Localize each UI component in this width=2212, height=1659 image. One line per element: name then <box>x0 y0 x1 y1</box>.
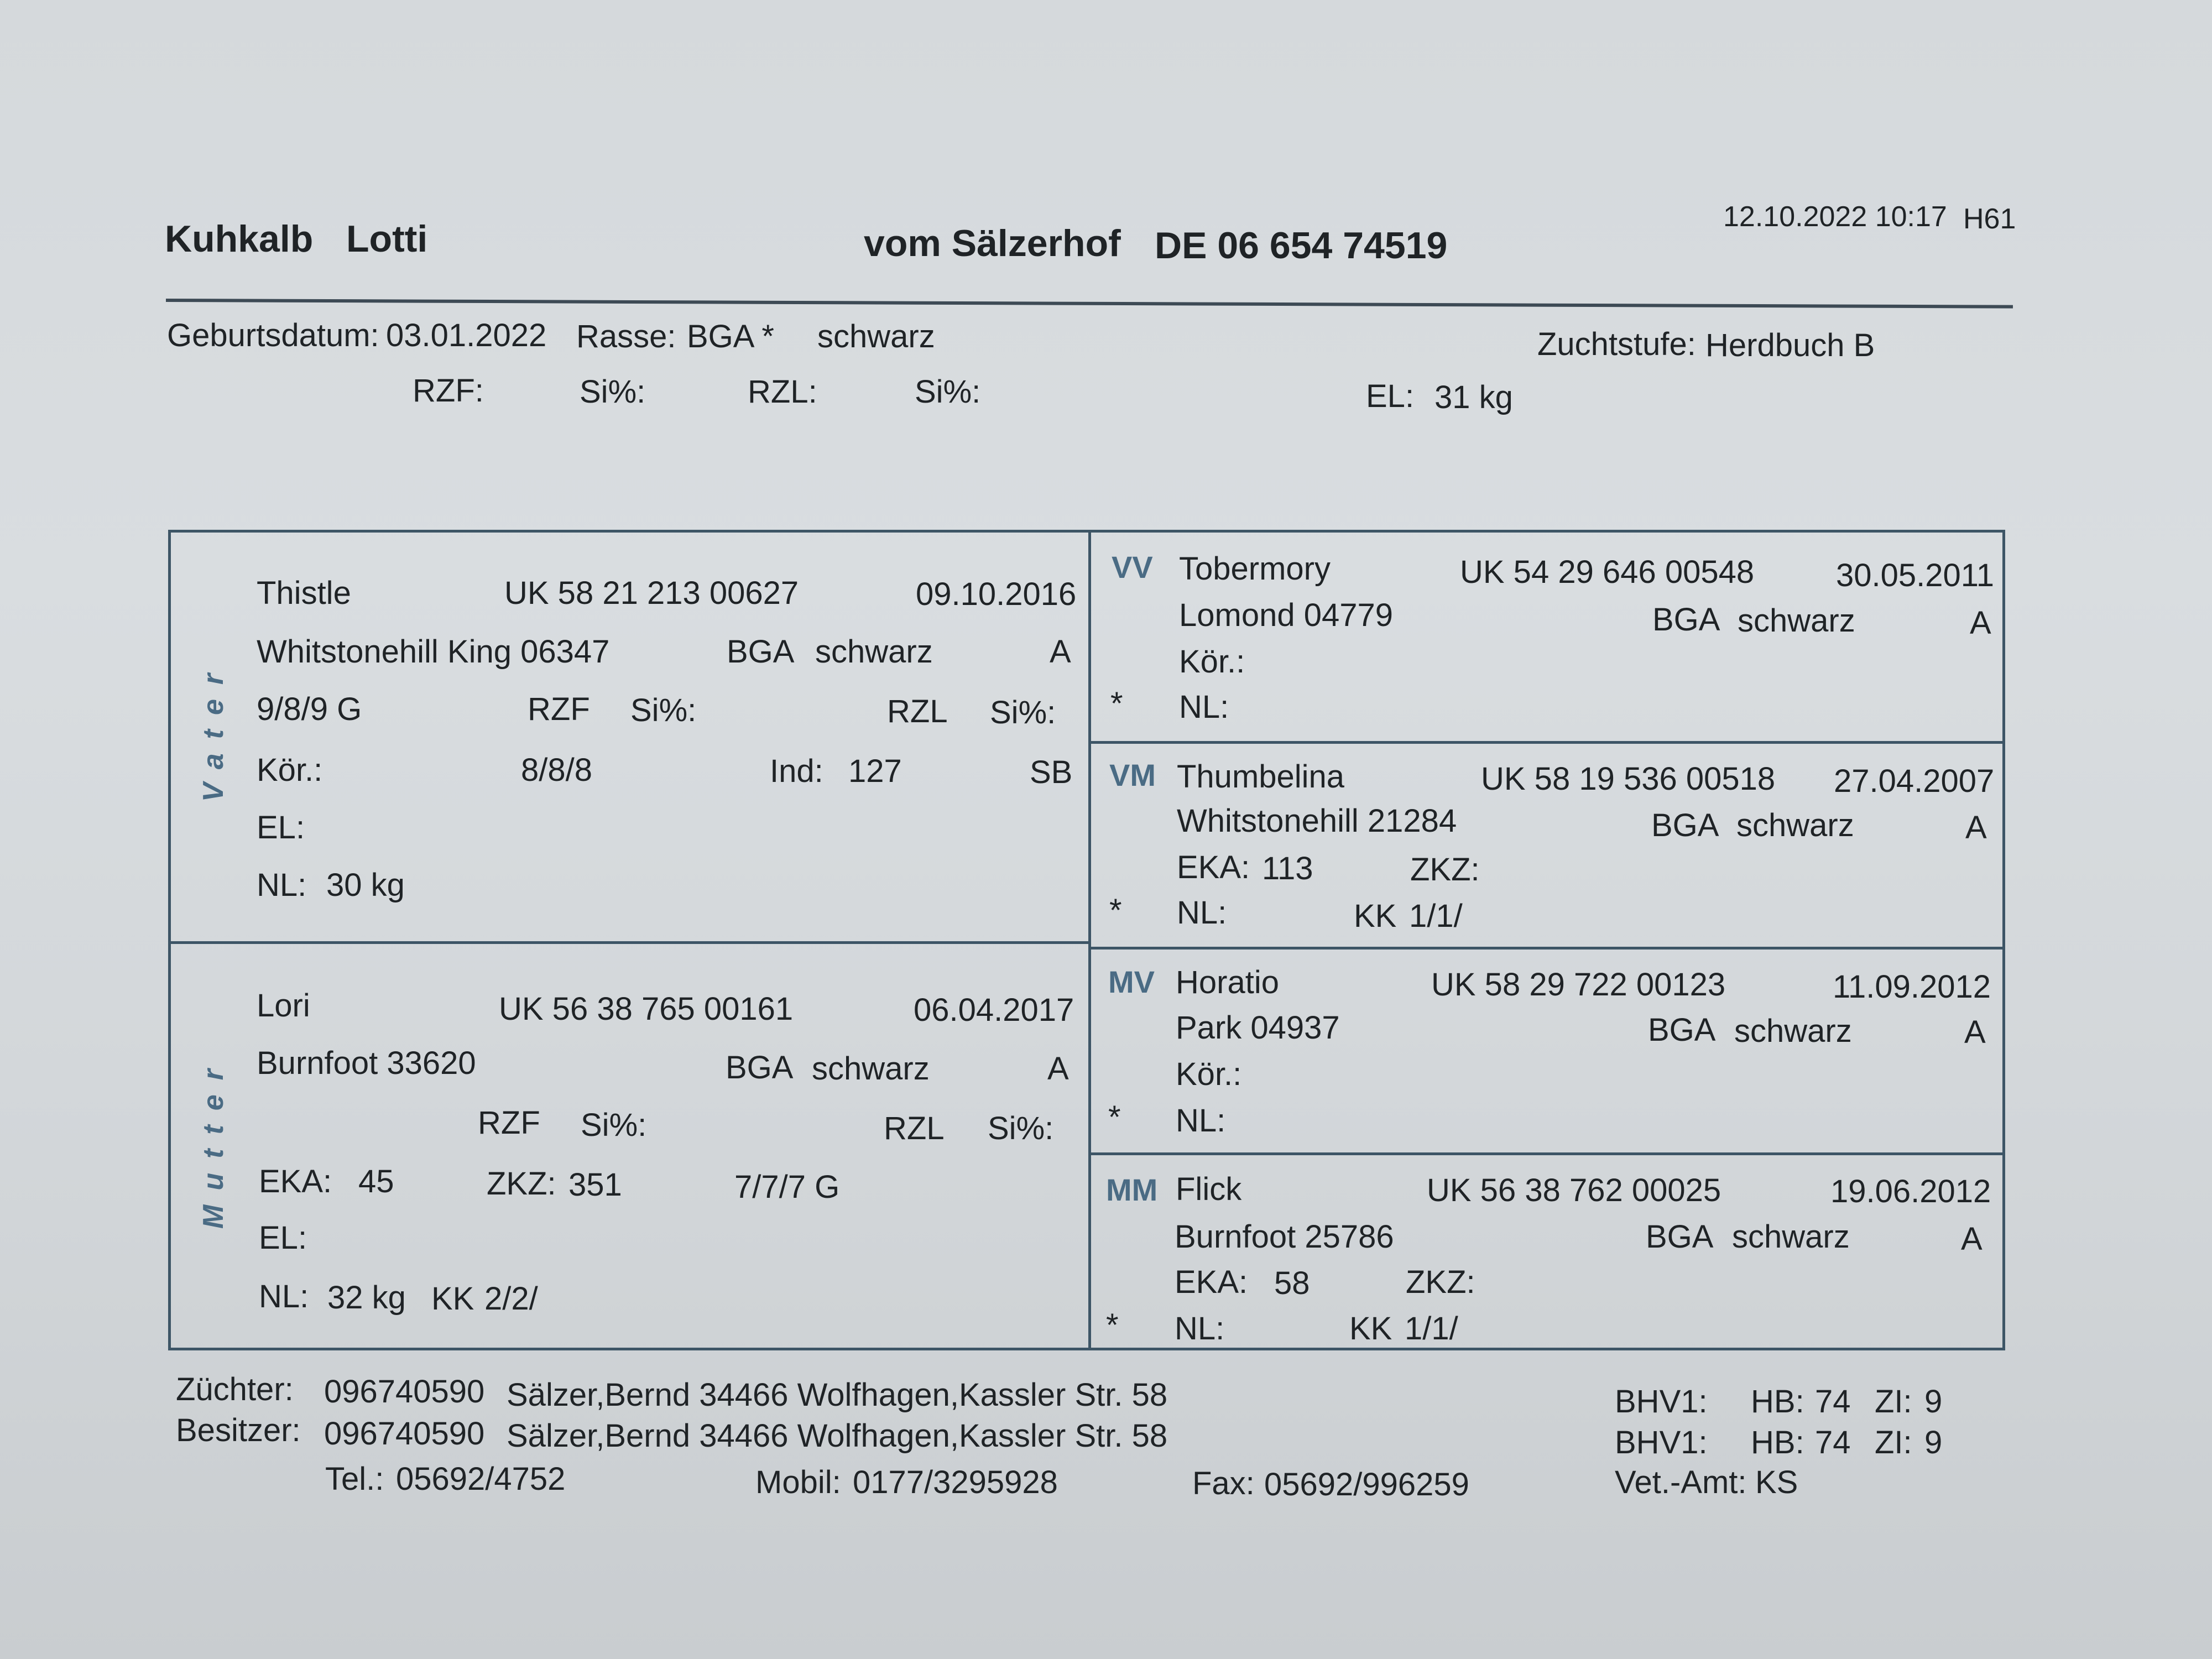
vater-si-2: Si%: <box>990 695 1056 731</box>
vater-sb: SB <box>1030 754 1073 790</box>
vater-kor-value: 8/8/8 <box>521 752 592 788</box>
hb-value-1: 74 <box>1815 1384 1851 1420</box>
owner-address: Sälzer,Bernd 34466 Wolfhagen,Kassler Str. 58 <box>507 1418 1168 1454</box>
mv-breed: BGA <box>1648 1012 1716 1048</box>
mm-breed: BGA <box>1646 1219 1714 1255</box>
fax-number: 05692/996259 <box>1264 1467 1469 1503</box>
vm-color: schwarz <box>1736 807 1854 843</box>
vater-rzl: RZL <box>887 693 948 729</box>
mv-nl-label: NL: <box>1176 1103 1226 1139</box>
parents-divider <box>168 941 1089 944</box>
si-label-2: Si%: <box>915 374 981 410</box>
tel-number: 05692/4752 <box>396 1461 566 1497</box>
vv-grade: A <box>1970 605 1991 641</box>
vm-star: * <box>1109 893 1122 928</box>
mv-star: * <box>1108 1099 1121 1135</box>
mutter-side-label: Mutter <box>197 1055 229 1229</box>
mutter-breed: BGA <box>726 1050 794 1086</box>
mutter-line2-name: Burnfoot 33620 <box>257 1045 476 1081</box>
mv-kor-label: Kör.: <box>1176 1056 1242 1092</box>
mm-grade: A <box>1961 1221 1983 1257</box>
vm-name: Thumbelina <box>1177 759 1345 795</box>
mutter-id: UK 56 38 765 00161 <box>499 991 794 1027</box>
vater-date: 09.10.2016 <box>916 576 1077 612</box>
mutter-si-1: Si%: <box>581 1107 647 1143</box>
mutter-nl-value: 32 kg <box>327 1280 406 1316</box>
mutter-nl-label: NL: <box>259 1279 309 1314</box>
vm-kk-value: 1/1/ <box>1409 898 1463 934</box>
owner-label: Besitzer: <box>176 1412 301 1448</box>
color-value: schwarz <box>817 319 935 354</box>
mv-date: 11.09.2012 <box>1833 969 1991 1005</box>
bhv1-label-2: BHV1: <box>1615 1425 1708 1460</box>
vv-nl-label: NL: <box>1179 689 1229 725</box>
vm-id: UK 58 19 536 00518 <box>1481 761 1776 797</box>
mm-date: 19.06.2012 <box>1830 1173 1991 1209</box>
owner-id: 096740590 <box>324 1416 485 1452</box>
header-divider <box>166 299 2013 309</box>
mutter-date: 06.04.2017 <box>914 992 1074 1028</box>
grandparents-divider-2 <box>1088 947 2005 950</box>
vm-eka-value: 113 <box>1262 851 1313 886</box>
mv-name: Horatio <box>1176 964 1279 1000</box>
vater-id: UK 58 21 213 00627 <box>504 575 799 611</box>
vv-code: VV <box>1112 550 1153 585</box>
mutter-name: Lori <box>257 988 310 1024</box>
vater-side-label: Vater <box>197 659 229 802</box>
hb-label-1: HB: <box>1751 1384 1804 1420</box>
vater-color: schwarz <box>815 634 933 670</box>
mm-kk-label: KK <box>1349 1311 1392 1347</box>
vet-office-value: KS <box>1755 1464 1798 1500</box>
mobil-number: 0177/3295928 <box>853 1464 1058 1500</box>
birth-date-label: Geburtsdatum: <box>167 317 379 353</box>
mutter-el-label: EL: <box>259 1220 307 1256</box>
print-timestamp: 12.10.2022 10:17 <box>1723 201 1947 233</box>
mm-star: * <box>1106 1307 1119 1343</box>
mm-zkz-label: ZKZ: <box>1406 1264 1475 1300</box>
vm-breed: BGA <box>1651 807 1719 843</box>
fax-label: Fax: <box>1192 1465 1255 1501</box>
mm-line2-name: Burnfoot 25786 <box>1175 1219 1394 1255</box>
mutter-si-2: Si%: <box>988 1110 1054 1146</box>
vater-name: Thistle <box>257 575 351 611</box>
mutter-rzf: RZF <box>478 1105 540 1141</box>
breeder-label: Züchter: <box>176 1371 294 1407</box>
vater-rzf: RZF <box>528 691 590 727</box>
el-value: 31 kg <box>1434 379 1513 415</box>
mm-eka-value: 58 <box>1274 1265 1310 1301</box>
mutter-eka-label: EKA: <box>259 1164 332 1199</box>
breeding-stage: Herdbuch B <box>1705 327 1875 363</box>
vet-office-label: Vet.-Amt: <box>1615 1464 1747 1500</box>
mutter-eka-value: 45 <box>358 1164 394 1199</box>
vm-grade: A <box>1965 810 1987 846</box>
vv-kor-label: Kör.: <box>1179 644 1245 680</box>
vv-color: schwarz <box>1738 603 1855 639</box>
vater-el-label: EL: <box>257 810 305 846</box>
vm-line2-name: Whitstonehill 21284 <box>1177 803 1457 839</box>
vm-date: 27.04.2007 <box>1834 763 1995 799</box>
mutter-rzl: RZL <box>884 1110 945 1146</box>
vater-nl-value: 30 kg <box>326 867 405 903</box>
mutter-color: schwarz <box>812 1051 930 1087</box>
vm-kk-label: KK <box>1354 898 1397 934</box>
vater-nl-label: NL: <box>257 867 307 903</box>
grandparents-divider-1 <box>1088 741 2005 744</box>
animal-name: Lotti <box>346 218 428 260</box>
farm-name: vom Sälzerhof <box>864 222 1121 264</box>
vv-id: UK 54 29 646 00548 <box>1460 554 1755 590</box>
zi-value-1: 9 <box>1924 1384 1943 1420</box>
vv-name: Tobermory <box>1179 551 1331 587</box>
mv-line2-name: Park 04937 <box>1176 1010 1340 1046</box>
breed-value: BGA * <box>687 319 774 354</box>
mm-eka-label: EKA: <box>1175 1264 1248 1300</box>
vm-code: VM <box>1109 758 1156 792</box>
zi-value-2: 9 <box>1924 1425 1943 1460</box>
vm-zkz-label: ZKZ: <box>1410 852 1480 888</box>
vater-ind-label: Ind: <box>770 753 823 789</box>
mm-code: MM <box>1106 1172 1158 1207</box>
vv-date: 30.05.2011 <box>1836 557 1994 593</box>
breeding-stage-label: Zuchtstufe: <box>1537 326 1696 362</box>
tel-label: Tel.: <box>325 1461 384 1497</box>
vater-breed: BGA <box>727 634 795 670</box>
mutter-grade: A <box>1047 1051 1069 1087</box>
pedigree-center-divider <box>1088 530 1091 1350</box>
mutter-zkz-value: 351 <box>568 1167 622 1203</box>
breeder-address: Sälzer,Bernd 34466 Wolfhagen,Kassler Str. 58 <box>507 1377 1168 1413</box>
mutter-zkz-label: ZKZ: <box>487 1166 556 1202</box>
zi-label-1: ZI: <box>1875 1384 1912 1420</box>
mv-id: UK 58 29 722 00123 <box>1431 967 1726 1003</box>
breeder-id: 096740590 <box>324 1374 485 1410</box>
animal-type: Kuhkalb <box>165 218 314 260</box>
mm-color: schwarz <box>1732 1219 1850 1255</box>
mm-nl-label: NL: <box>1175 1311 1225 1347</box>
grandparents-divider-3 <box>1088 1152 2005 1155</box>
vv-breed: BGA <box>1652 602 1720 638</box>
vater-kor-label: Kör.: <box>257 752 323 788</box>
vv-star: * <box>1110 686 1123 722</box>
mutter-score: 7/7/7 G <box>734 1169 840 1205</box>
birth-date: 03.01.2022 <box>386 317 547 353</box>
mutter-kk-label: KK <box>431 1281 474 1317</box>
mutter-kk-value: 2/2/ <box>484 1281 538 1317</box>
vater-score: 9/8/9 G <box>257 691 362 727</box>
mv-color: schwarz <box>1734 1013 1852 1049</box>
el-label: EL: <box>1366 378 1415 414</box>
mv-code: MV <box>1108 964 1155 999</box>
mm-id: UK 56 38 762 00025 <box>1427 1172 1721 1208</box>
breed-label: Rasse: <box>576 319 676 354</box>
vm-eka-label: EKA: <box>1177 849 1250 885</box>
vater-ind-value: 127 <box>848 753 902 789</box>
rzf-label: RZF: <box>413 373 484 409</box>
vv-line2-name: Lomond 04779 <box>1179 597 1393 633</box>
mv-grade: A <box>1964 1014 1986 1050</box>
rzl-label: RZL: <box>748 374 817 410</box>
ear-tag-number: DE 06 654 74519 <box>1155 225 1448 267</box>
bhv1-label-1: BHV1: <box>1615 1384 1708 1420</box>
mobil-label: Mobil: <box>755 1464 841 1500</box>
mm-kk-value: 1/1/ <box>1405 1311 1458 1347</box>
vater-si-1: Si%: <box>630 692 697 728</box>
si-label-1: Si%: <box>580 374 646 410</box>
zi-label-2: ZI: <box>1875 1425 1912 1460</box>
vater-line2-name: Whitstonehill King 06347 <box>257 634 610 670</box>
vater-grade: A <box>1050 634 1071 670</box>
vm-nl-label: NL: <box>1177 895 1227 931</box>
hb-value-2: 74 <box>1815 1425 1851 1460</box>
hb-label-2: HB: <box>1751 1425 1804 1460</box>
printer-code: H61 <box>1963 203 2016 235</box>
mm-name: Flick <box>1176 1171 1242 1207</box>
